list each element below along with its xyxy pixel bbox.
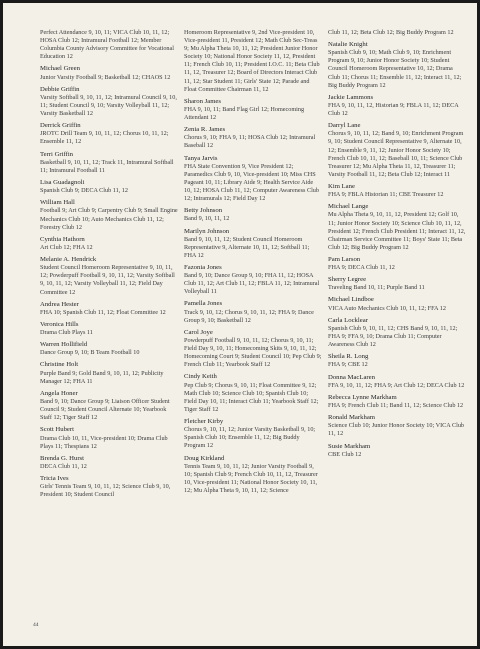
column-1 [40,29,178,503]
senior-entry [184,207,322,223]
senior-activities: Band 9, 10; Dance Group 9, 10; FHA 11, 12; HOSA Club 11, 12; Art Club 11, 12; FBLA 11, 12; Intramural Volleyball 11 [184,272,320,296]
senior-name: Lisa Guadagnoli [40,178,85,186]
senior-entry [184,455,322,496]
senior-activities: Homeroom Representative 9, 2nd Vice-president 10, Vice-president 11, President 12; Math Club Sec-Treas 9; Mu Alpha Theta 10, 11, 12; President Junior Honor Society 10; National Honor Society 11, 12, President 11; French Club 10, 11; President I.O.C. 11; Beta Club 11, 12, Treasurer 12; Board of Directors Interact Club 11, 12; Star Student 11; Girls' State 12; Parade and Float Committee Chairman 11, 12 [184,29,320,93]
senior-name: Natalie Knight [328,41,368,49]
senior-name: Debbie Griffin [40,85,80,93]
senior-entry [184,373,322,414]
senior-activities: Chorus 9, 10, 11, 12; Junior Varsity Basketball 9, 10; Spanish Club 10; Ensemble 11, 12; Big Buddy Program 12 [184,426,316,450]
senior-activities: Tennis Team 9, 10, 11, 12; Junior Varsity Football 9, 10; Spanish Club 9; French Club 10, 11, 12, Treasurer 10, Vice-president 11; National Honor Society 10, 11, 12; Mu Alpha Theta 9, 10, 11, 12; Science [184,462,318,494]
senior-entry [328,296,466,312]
senior-activities: Chorus 9, 10, 11, 12; Band 9, 10; Enrichment Program 9, 10; Student Council Representative 9, Alternate 10, 12; Ensemble 9, 11, 12; Junior Honor Society 10; French Club 10, 11, 12; Baseball 10, 11; Science Club Treasurer 12; Mu Alpha Theta 11, 12, Treasurer 11; Varsity Football 11, 12; Beta Club 12; Interact 11 [328,130,464,178]
senior-activities: VICA Auto Mechanics Club 10, 11, 12; FFA 12 [328,304,446,312]
senior-name: Jackie Lammons [328,93,374,101]
senior-activities: Powderpuff Football 9, 10, 11, 12; Chorus 9, 10, 11; Field Day 9, 10, 11; Homecoming Skits 9, 10, 11, 12; Homecoming Court 9; Student Council 10; Pep Club 9; French Club 11; Yearbook Staff 12 [184,337,322,369]
senior-name: Sheila R. Long [328,353,369,361]
senior-entry [328,183,466,199]
senior-activities: FHA 9; DECA Club 11, 12 [328,264,395,272]
senior-activities: Girls' Tennis Team 9, 10, 11, 12; Science Club 9, 10, President 10; Student Council [40,483,171,499]
senior-activities: Spanish Club 9; DECA Club 11, 12 [40,187,128,195]
senior-entry [328,256,466,272]
senior-activities: Band 9, 10; Dance Group 9; Liaison Officer Student Council 9; Student Council Alternate 10; Yearbook Staff 12; Tiger Staff 12 [40,398,170,422]
senior-entry [328,374,466,390]
senior-entry [184,329,322,370]
senior-entry [40,301,178,317]
senior-activities: Traveling Band 10, 11; Purple Band 11 [328,284,425,292]
senior-name: Marilyn Johnson [184,227,230,235]
senior-activities: Band 9, 10, 11, 12 [184,215,230,223]
column-2 [184,29,322,499]
senior-name: Kim Lane [328,182,355,190]
senior-name: Carol Joye [184,328,213,336]
senior-entry [328,353,466,369]
senior-name: Zenia R. James [184,126,226,134]
senior-activities: FHA State Convention 9, Vice President 12; Paramedics Club 9, 10, Vice-president 10; Miss CHS Pageant 10, 11; Library Aide 9; Health Service Aide 10, 12; HOSA Club 11, 12; Computer Awareness Club 12; Intramurals 12; Field Day 12 [184,162,319,203]
senior-name: Pam Larson [328,255,361,263]
senior-entry [328,443,466,459]
senior-entry [40,341,178,357]
senior-name: Veronica Hills [40,320,79,328]
senior-name: Darryl Lane [328,122,361,130]
senior-name: Derrick Griffin [40,122,81,130]
senior-entry [40,390,178,422]
page-number: 44 [33,622,39,628]
senior-activities: Chorus 9, 10; FHA 9, 11; HOSA Club 12; Intramural Baseball 12 [184,134,316,150]
senior-activities: FFA 9, 10, 11, 12; FHA 9; Art Club 12; DECA Club 12 [328,381,465,389]
senior-activities: Drama Club Plays 11 [40,329,93,337]
senior-entry [40,86,178,118]
senior-entry [40,122,178,146]
senior-entry [40,455,178,471]
senior-entry [40,151,178,175]
senior-name: Melanie A. Hendrick [40,256,97,264]
senior-entry [184,418,322,450]
senior-name: Cindy Keith [184,373,217,381]
senior-activities: Dance Group 9, 10; B Team Football 10 [40,349,140,357]
senior-name: Fletcher Kirby [184,418,224,426]
senior-activities: Pep Club 9; Chorus 9, 10, 11; Float Committee 9, 12; Math Club 10; Science Club 10; Spanish Club 10; Field Day 10, 11; Interact Club 11; Yearbook Staff 12; Tiger Staff 12 [184,381,319,413]
senior-entry [328,122,466,179]
senior-name: Brenda G. Hurst [40,454,85,462]
senior-entry [184,155,322,204]
senior-entry [40,29,178,61]
senior-activities: Track 9, 10, 12; Chorus 9, 10, 11, 12; FHA 9; Dance Group 9, 10; Basketball 12 [184,308,314,324]
senior-activities: FHA 10; Spanish Club 11, 12; Float Committee 12 [40,308,166,316]
senior-name: Cynthia Hathorn [40,235,85,243]
senior-name: Warren Hollifield [40,341,88,349]
senior-name: Michael Lindboe [328,296,374,304]
senior-activities: Perfect Attendance 9, 10, 11; VICA Club 10, 11, 12; HOSA Club 12; Intramural Football 12; Member Columbia County Advisory Committee for Vocational Education 12 [40,29,174,61]
senior-entry [328,394,466,410]
senior-entry [40,236,178,252]
senior-activities: FHA 9; French Club 11; Band 11, 12; Science Club 12 [328,402,464,410]
senior-entry [184,98,322,122]
senior-entry [40,361,178,385]
senior-activities: Mu Alpha Theta 9, 10, 11, 12, President 12; Golf 10, 11; Junior Honor Society 10; Science Club 10, 11, 12, President 12; French Club President 11; Interact 11, 12, Chairman Service Committee 11; Boys' State 11; Beta Club 12; Big Buddy Program 12 [328,211,466,251]
senior-name: Pamella Jones [184,300,223,308]
senior-name: Carla Locklear [328,316,368,324]
senior-name: Angela Honer [40,389,78,397]
senior-entry [184,29,322,94]
senior-activities: Club 11, 12; Beta Club 12; Big Buddy Program 12 [328,29,454,36]
senior-activities: Spanish Club 9, 10; Math Club 9, 10; Enrichment Program 9, 10; Junior Honor Society 10; Student Council Homeroom Representative 10, 12; Drama Club 11; Chorus 11; Ensemble 11, 12; Interact 11, 12; Big Buddy Program 12 [328,49,462,89]
senior-entry [184,264,322,296]
senior-entry [40,179,178,195]
senior-activities: Basketball 9, 10, 11, 12; Track 11, Intramural Softball 11; Intramural Football 11 [40,158,174,174]
column-3 [328,29,466,463]
senior-name: Ronald Markham [328,414,375,422]
senior-activities: CBE Club 12 [328,450,362,458]
senior-activities: Football 9; Art Club 9; Carpentry Club 9; Small Engine Mechanics Club 10; Auto Mechanics Club 11, 12; Forestry Club 12 [40,207,178,231]
yearbook-page [3,3,477,646]
senior-entry [328,94,466,118]
senior-activities: Spanish Club 9, 10, 11, 12; CHS Band 9, 10, 11, 12; FHA 9; FFA 9, 10; Drama Club 11; Computer Awareness Club 12 [328,324,458,349]
senior-name: Christine Holt [40,361,79,369]
senior-entry [40,426,178,450]
senior-activities: JROTC Drill Team 9, 10, 11, 12; Chorus 10, 11, 12; Ensemble 11, 12 [40,130,169,146]
senior-name: Rebecca Lynne Markham [328,393,397,401]
senior-name: Sharon James [184,97,221,105]
senior-name: Michael Lange [328,203,369,211]
senior-activities: Student Council Homeroom Representative 9, 10, 11, 12; Powderpuff Football 9, 10, 11, 12; Varsity Softball 9, 10, 11, 12; Varsity Volleyball 11, 12; Field Day Committee 12 [40,264,175,296]
senior-activities: FHA 9, 10, 11; Band Flag Girl 12; Homecoming Attendant 12 [184,105,305,122]
senior-entry [40,199,178,231]
senior-activities: Drama Club 10, 11, Vice-president 10; Drama Club Plays 11; Thespians 12 [40,434,168,450]
senior-activities: Junior Varsity Football 9; Basketball 12; CHAOS 12 [40,73,171,81]
senior-name: William Hall [40,199,75,207]
senior-entry [328,41,466,90]
senior-name: Tanya Jarvis [184,154,218,162]
senior-entry [40,65,178,81]
senior-activities: FHA 9; CBE 12 [328,361,368,369]
senior-entry [328,317,466,349]
senior-entry [40,475,178,499]
senior-activities: Band 9, 10, 11, 12; Student Council Homeroom Representative 9, Alternate 10, 11, 12; Softball 11; FHA 12 [184,235,310,259]
senior-entry [40,321,178,337]
senior-activities: Science Club 10; Junior Honor Society 10; VICA Club 11, 12 [328,422,465,438]
senior-entry [328,276,466,292]
senior-name: Tricia Ives [40,475,69,483]
senior-name: Betty Johnson [184,207,223,215]
senior-name: Andrea Hester [40,300,79,308]
senior-name: Fazonia Jones [184,263,222,271]
senior-activities: DECA Club 11, 12 [40,462,87,470]
senior-activities: FHA 9; FBLA Historian 11; CBE Treasurer 12 [328,191,444,199]
senior-activities: Varsity Softball 9, 10, 11, 12; Intramural Council 9, 10, 11; Student Council 9, 10; Varsity Volleyball 11, 12; Varsity Basketball 12 [40,93,177,118]
senior-name: Michael Green [40,65,80,73]
senior-activities: Purple Band 9; Gold Band 9, 10, 11, 12; Publicity Manager 12; FHA 11 [40,369,164,385]
senior-entry [328,203,466,252]
senior-name: Terri Griffin [40,150,74,158]
senior-name: Doug Kirkland [184,454,225,462]
senior-entry [184,126,322,150]
senior-activities: Art Club 12; FHA 12 [40,243,93,251]
senior-name: Donna MacLaren [328,373,375,381]
senior-activities: FHA 9, 10, 11, 12, Historian 9; FBLA 11, 12; DECA Club 12 [328,101,459,118]
senior-entry [328,414,466,438]
senior-name: Scott Hubert [40,426,74,434]
senior-entry [328,29,466,37]
senior-entry [184,300,322,324]
senior-entry [184,228,322,260]
senior-name: Sherry Legree [328,276,367,284]
senior-name: Susie Markham [328,442,371,450]
senior-entry [40,256,178,297]
